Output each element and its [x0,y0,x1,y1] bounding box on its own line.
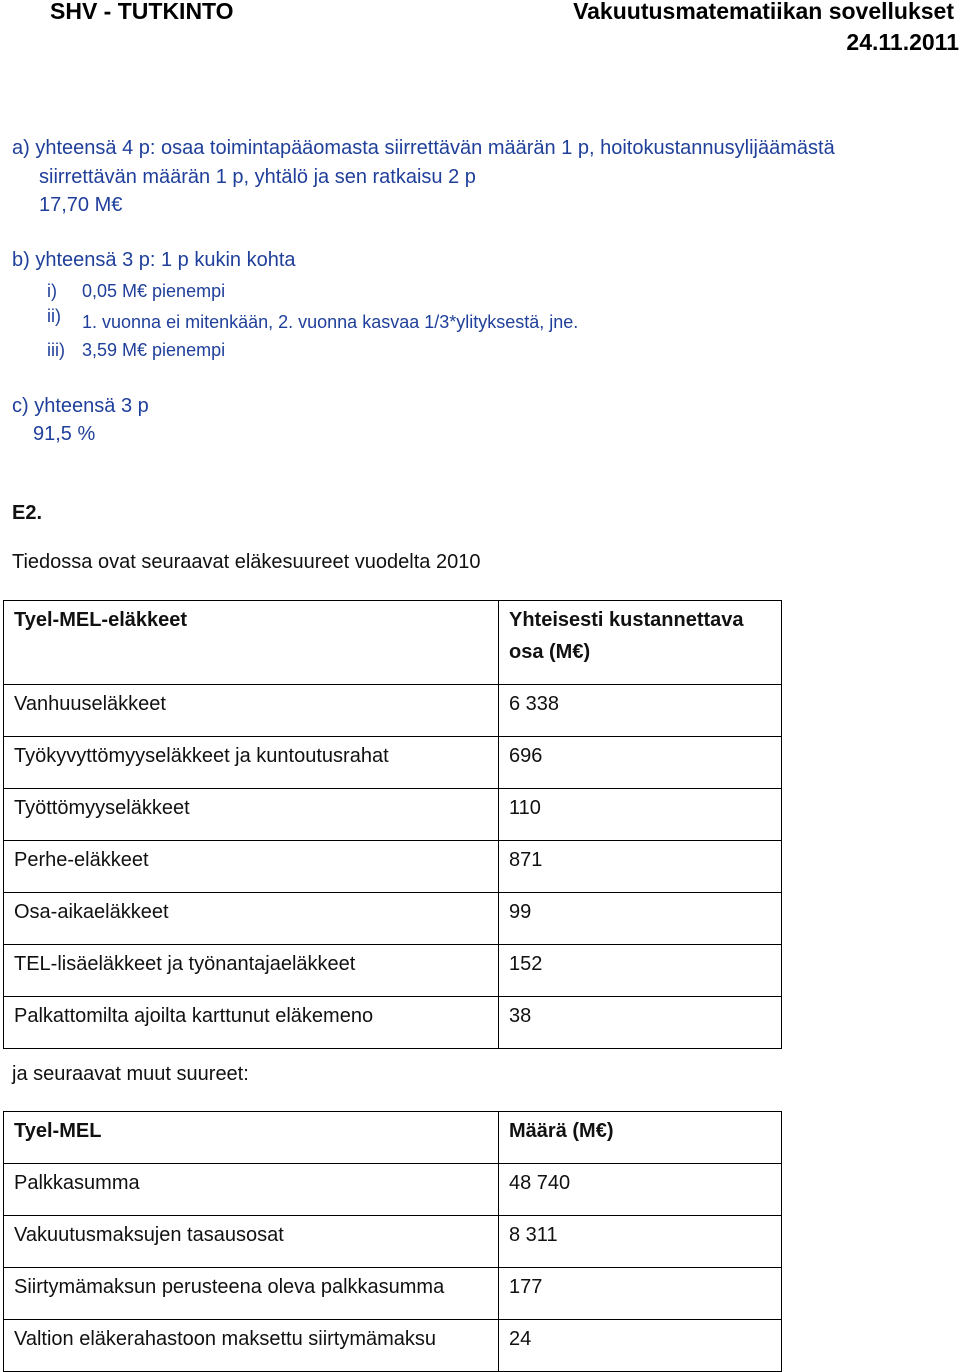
table-row [4,1320,782,1372]
table-cell-label: TEL-lisäeläkkeet ja työnantajaeläkkeet [14,953,356,975]
between-text: ja seuraavat muut suureet: [12,1063,249,1085]
table-row [4,1164,782,1216]
table-cell-label: Vanhuuseläkkeet [14,693,166,715]
table-cell-label: Siirtymämaksun perusteena oleva palkkasumma [14,1276,445,1298]
table-cell-value: 48 740 [509,1172,571,1194]
table-row [4,841,782,893]
table-cell-value: 8 311 [509,1224,558,1246]
answer-b-item-text: 0,05 M€ pienempi [82,281,226,301]
header-title: Vakuutusmatematiikan sovellukset [573,0,954,24]
answer-b-item-text: 1. vuonna ei mitenkään, 2. vuonna kasvaa 1/3*ylityksestä, jne. [82,312,579,332]
table-cell-value: 99 [509,901,532,923]
table-header-cell: Määrä (M€) [509,1120,614,1142]
table-cell-label: Palkkasumma [14,1172,140,1194]
table-header-cell: Yhteisesti kustannettava [509,609,744,631]
table-cell-value: 24 [509,1328,532,1350]
table-row [4,1216,782,1268]
answer-c-value: 91,5 % [33,423,96,445]
answer-b-item-num: i) [47,281,57,301]
table-cell-value: 6 338 [509,693,560,715]
table-row [4,893,782,945]
table-cell-label: Työttömyyseläkkeet [14,797,190,819]
table-row [4,1268,782,1320]
table-cell-value: 696 [509,745,543,767]
other-quantities-table [3,1111,782,1372]
e2-intro: Tiedossa ovat seuraavat eläkesuureet vuodelta 2010 [12,551,481,573]
table-row [4,945,782,997]
answer-b-item-text: 3,59 M€ pienempi [82,340,226,360]
table-header-cell: Tyel-MEL-eläkkeet [14,609,188,631]
answer-a-line2: siirrettävän määrän 1 p, yhtälö ja sen ratkaisu 2 p [39,166,476,188]
table-row [4,737,782,789]
answer-b-line: b) yhteensä 3 p: 1 p kukin kohta [12,249,296,271]
header-left: SHV - TUTKINTO [50,0,234,24]
answer-a-line1: a) yhteensä 4 p: osaa toimintapääomasta siirrettävän määrän 1 p, hoitokustannusylijäämästä [12,137,835,159]
table-cell-label: Työkyvyttömyyseläkkeet ja kuntoutusrahat [14,745,389,767]
table-cell-label: Perhe-eläkkeet [14,849,149,871]
table-cell-value: 110 [509,797,541,819]
table-cell-value: 871 [509,849,543,871]
table-cell-label: Valtion eläkerahastoon maksettu siirtymämaksu [14,1328,437,1350]
table-cell-value: 177 [509,1276,543,1298]
table-cell-value: 152 [509,953,543,975]
table-cell-label: Osa-aikaeläkkeet [14,901,169,923]
table-row [4,997,782,1049]
table-header-cell: osa (M€) [509,641,591,663]
answer-c-line: c) yhteensä 3 p [12,395,149,417]
answer-b-item-num: iii) [47,340,65,360]
table-header-row [4,601,782,685]
table-cell-label: Vakuutusmaksujen tasausosat [14,1224,284,1246]
table-row [4,789,782,841]
header-date: 24.11.2011 [846,29,959,55]
table-cell-value: 38 [509,1005,532,1027]
table-cell-label: Palkattomilta ajoilta karttunut eläkemeno [14,1005,374,1027]
section-heading-e2: E2. [12,502,43,524]
answer-b-item-num: ii) [47,306,61,326]
table-header-row [4,1112,782,1164]
pension-table [3,600,782,1049]
table-row [4,685,782,737]
answer-a-value: 17,70 M€ [39,194,123,216]
table-header-cell: Tyel-MEL [14,1120,102,1142]
